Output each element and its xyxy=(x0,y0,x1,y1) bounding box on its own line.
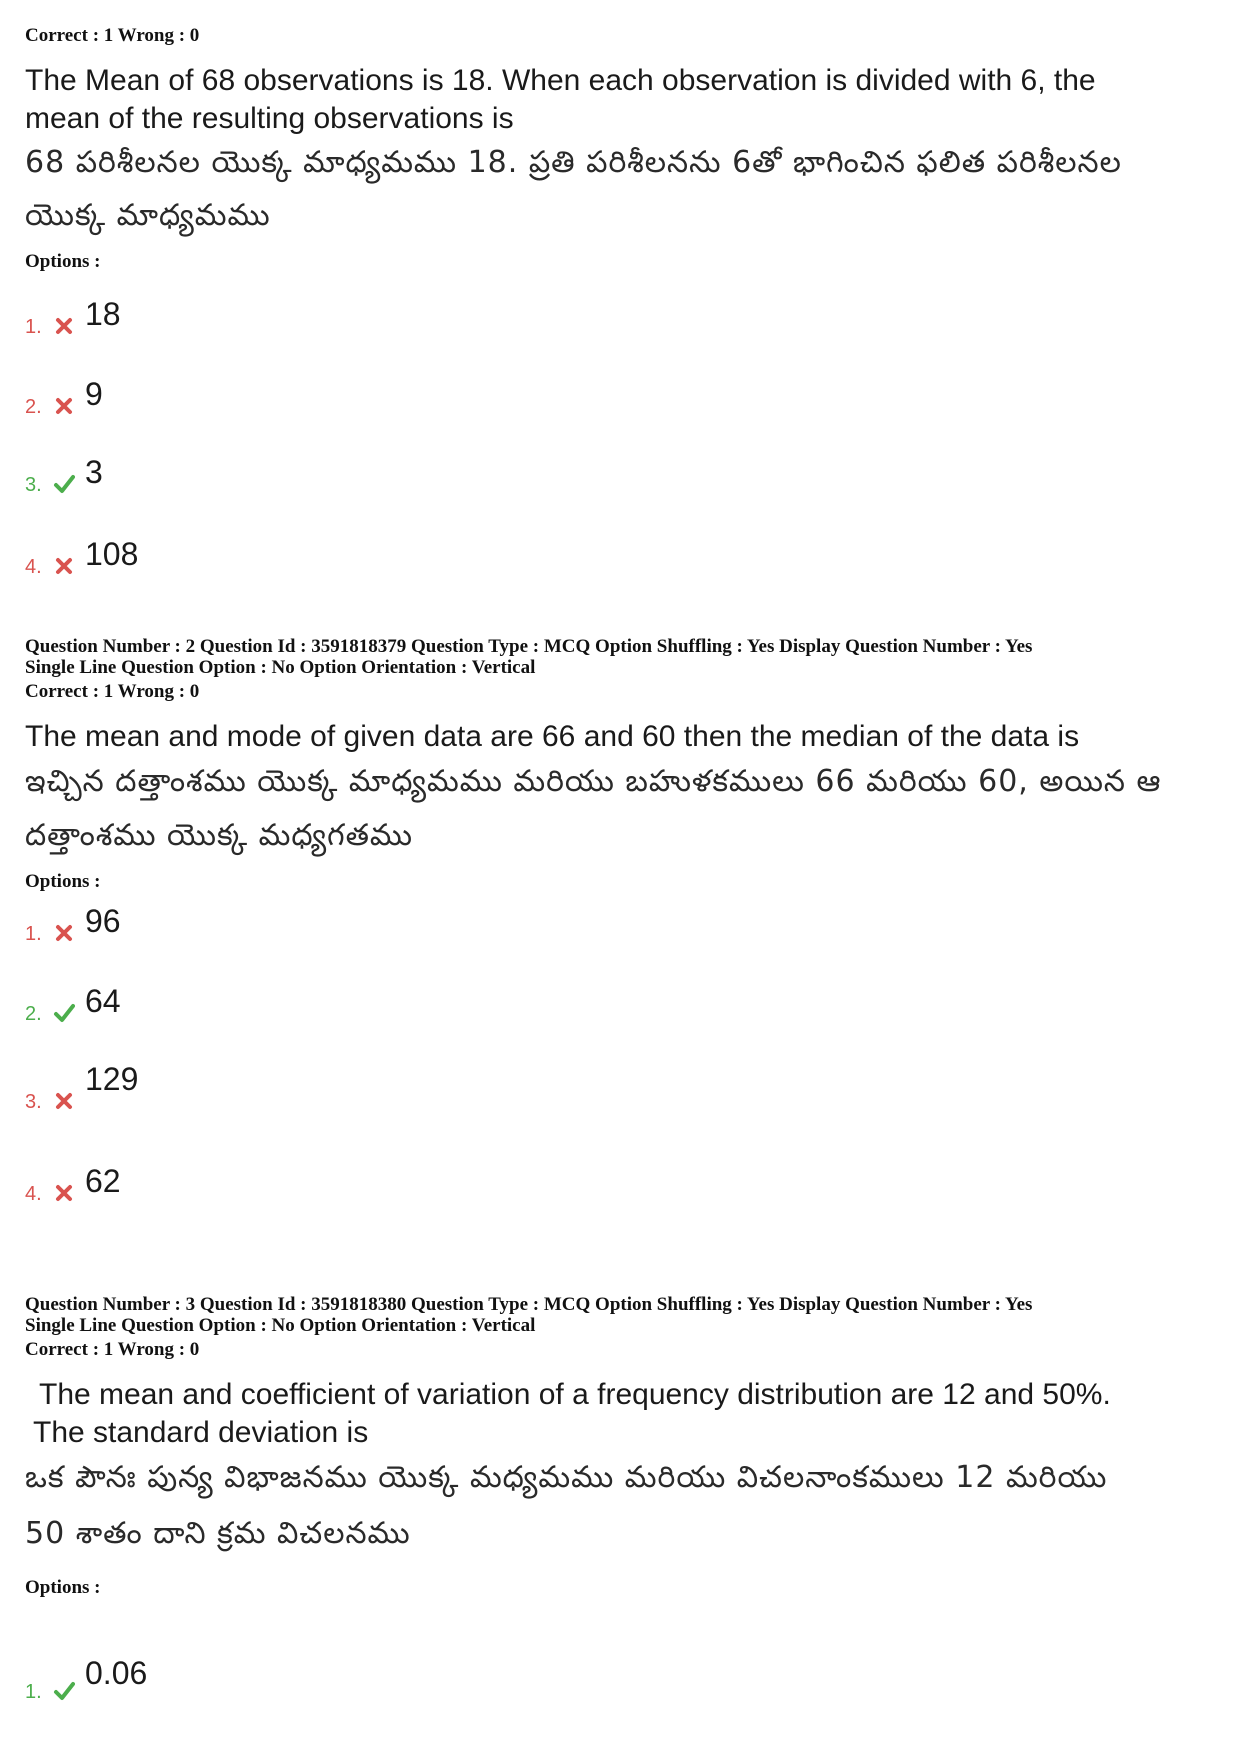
check-icon xyxy=(53,1680,75,1702)
question-text-te: ఒక పౌనః పున్య విభాజనము యొక్క మధ్యమము మరియు విచలనాంకములు 12 మరియు xyxy=(25,1460,1108,1495)
score-line: Correct : 1 Wrong : 0 xyxy=(25,1339,200,1360)
option-value: 62 xyxy=(85,1163,121,1199)
option-value: 3 xyxy=(85,454,103,490)
score-line: Correct : 1 Wrong : 0 xyxy=(25,681,200,702)
question-text-te: ఇచ్చిన దత్తాంశము యొక్క మాధ్యమము మరియు బహుళకములు 66 మరియు 60, అయిన ఆ xyxy=(25,764,1162,799)
option-number: 4. xyxy=(25,1183,42,1205)
question-meta: Question Number : 2 Question Id : 3591818379 Question Type : MCQ Option Shuffling : Yes Display Question Number : Yes xyxy=(25,636,1033,657)
check-icon xyxy=(53,1002,75,1024)
question-text-te: 50 శాతం దాని క్రమ విచలనము xyxy=(25,1516,411,1551)
options-label: Options : xyxy=(25,1577,101,1598)
question-meta: Single Line Question Option : No Option Orientation : Vertical xyxy=(25,1315,536,1336)
cross-icon xyxy=(53,315,75,337)
cross-icon xyxy=(53,555,75,577)
options-label: Options : xyxy=(25,251,101,272)
option-number: 1. xyxy=(25,316,42,338)
question-text-te: యొక్క మాధ్యమము xyxy=(25,198,271,233)
question-text-te: దత్తాంశము యొక్క మధ్యగతము xyxy=(25,818,414,853)
question-text-en: The mean and coefficient of variation of a frequency distribution are 12 and 50%. xyxy=(39,1378,1111,1411)
option-value: 96 xyxy=(85,903,121,939)
option-number: 3. xyxy=(25,1091,42,1113)
question-1 xyxy=(25,24,1215,578)
question-text-en: mean of the resulting observations is xyxy=(25,102,514,135)
option-value: 0.06 xyxy=(85,1655,148,1691)
score-line: Correct : 1 Wrong : 0 xyxy=(25,25,200,46)
cross-icon xyxy=(53,1090,75,1112)
options-label: Options : xyxy=(25,871,101,892)
option-value: 64 xyxy=(85,983,121,1019)
option-number: 1. xyxy=(25,923,42,945)
option-number: 4. xyxy=(25,556,42,578)
question-text-en: The standard deviation is xyxy=(33,1416,369,1449)
option-number: 2. xyxy=(25,396,42,418)
option-value: 9 xyxy=(85,376,103,412)
question-meta: Question Number : 3 Question Id : 3591818380 Question Type : MCQ Option Shuffling : Yes Display Question Number : Yes xyxy=(25,1294,1033,1315)
question-text-en: The mean and mode of given data are 66 and 60 then the median of the data is xyxy=(25,720,1080,753)
option-value: 129 xyxy=(85,1061,139,1097)
option-value: 108 xyxy=(85,536,139,572)
cross-icon xyxy=(53,922,75,944)
question-meta: Single Line Question Option : No Option Orientation : Vertical xyxy=(25,657,536,678)
option-number: 2. xyxy=(25,1003,42,1025)
check-icon xyxy=(53,473,75,495)
option-number: 1. xyxy=(25,1681,42,1703)
question-3 xyxy=(25,1294,1215,1703)
cross-icon xyxy=(53,395,75,417)
option-value: 18 xyxy=(85,296,121,332)
option-number: 3. xyxy=(25,474,42,496)
cross-icon xyxy=(53,1182,75,1204)
question-text-en: The Mean of 68 observations is 18. When each observation is divided with 6, the xyxy=(25,64,1096,97)
question-text-te: 68 పరిశీలనల యొక్క మాధ్యమము 18. ప్రతి పరిశీలనను 6తో భాగించిన ఫలిత పరిశీలనల xyxy=(25,145,1122,180)
question-2 xyxy=(25,636,1215,1205)
